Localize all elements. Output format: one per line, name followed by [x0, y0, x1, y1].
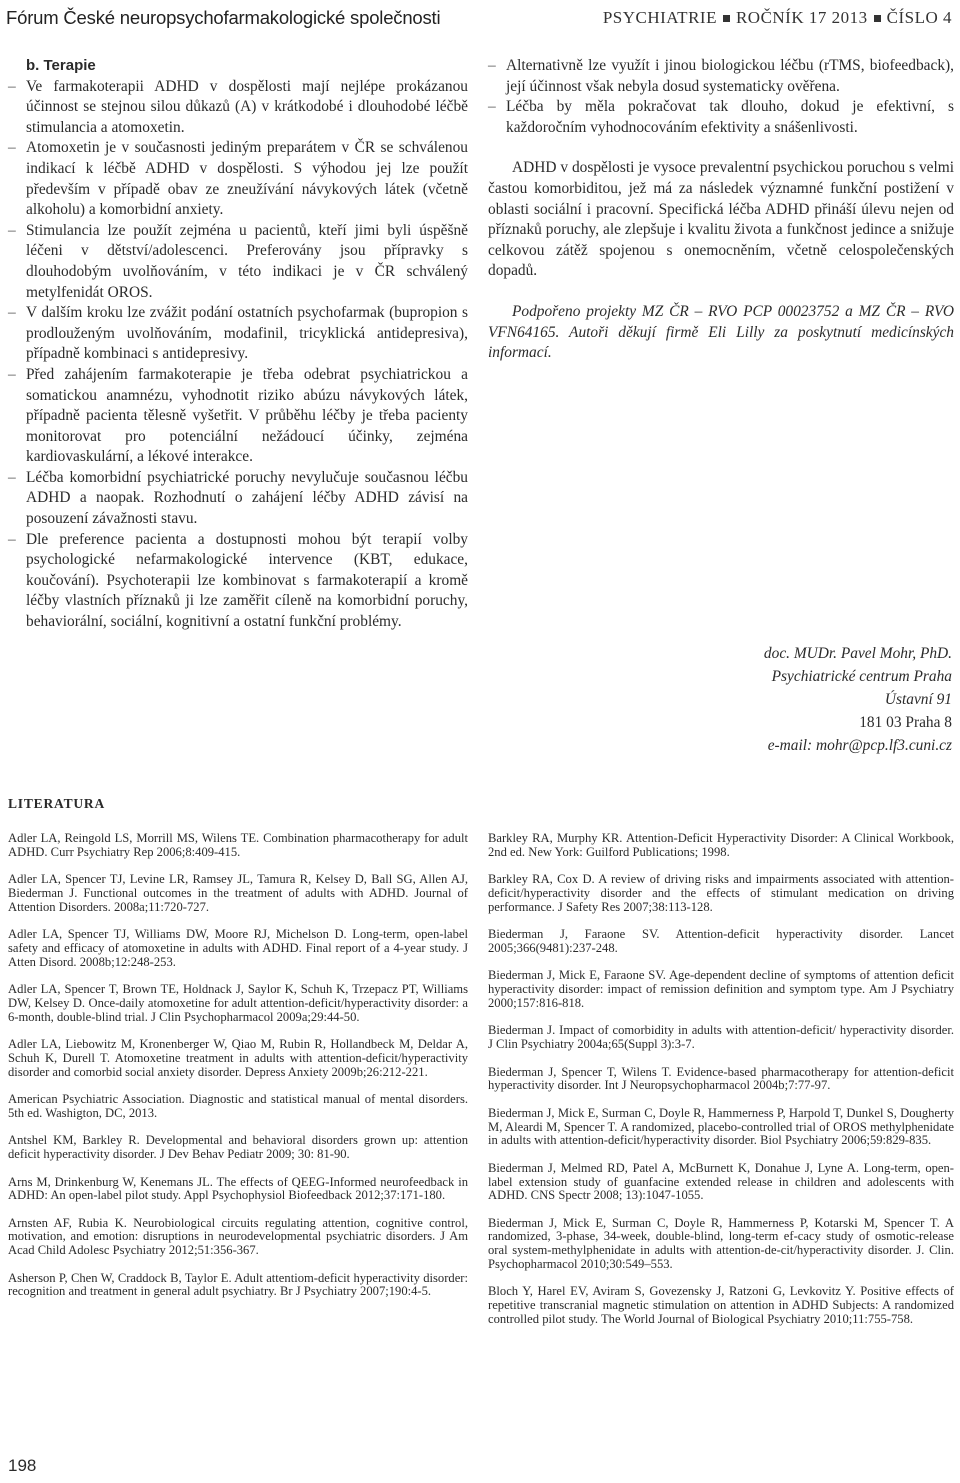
reference-item: Asherson P, Chen W, Craddock B, Taylor E. Adult attentiom-deficit hyperactivity disorder: recognition and treatment in general adult psychiatry. Br J Psychiatry 2007;190:4-5.: [8, 1270, 468, 1299]
reference-item: American Psychiatric Association. Diagnostic and statistical manual of mental disorders. 5th ed. Washigton, DC, 2013.: [8, 1092, 468, 1120]
conclusion-paragraph: ADHD v dospělosti je vysoce prevalentní psychickou poruchou s velmi častou komorbiditou, jež má za následek významné funkční postižení v oblasti sociální i pracovní. Specifická léčba ADHD přináší úlevu nejen od příznaků poruchy, ale zlepšuje i kvalitu života a funkčnost jedince a snižuje celkovou zátěž spojenou s onemocněním, včetně celospolečenských dopadů.: [488, 159, 954, 280]
reference-item: Biederman J. Impact of comorbidity in adults with attention-deficit/ hyperactivity disorder. J Clin Psychiatry 2004a;65(Suppl 3):3-7.: [488, 1023, 954, 1052]
square-bullet-icon: [723, 15, 730, 22]
references-right-column: [488, 832, 954, 1340]
section-subheading: b. Terapie: [26, 57, 96, 74]
list-item: – Atomoxetin je v současnosti jediným preparátem v ČR se schválenou indikací k léčbě ADHD v dospělosti. S výhodou jej lze použít především v případě obav ze zneužívání návykových látek (včetně alkoholu) a komorbidní anxiety.: [8, 138, 468, 220]
square-bullet-icon: [874, 15, 881, 22]
reference-item: Arns M, Drinkenburg W, Kenemans JL. The effects of QEEG-Informed neurofeedback in ADHD: An open-label pilot study. Appl Psychophysiol Biofeedback 2012;37:171-180.: [8, 1174, 468, 1203]
journal-year: 2013: [831, 8, 868, 27]
list-item: – Ve farmakoterapii ADHD v dospělosti mají nejlépe prokázanou účinnost se stejnou silou důkazů (A) v krátkodobé i dlouhodobé léčbě stimulancia a atomoxetin.: [8, 77, 468, 139]
reference-item: Antshel KM, Barkley R. Developmental and behavioral disorders grown up: attention deficit hyperactivity disorder. J Dev Behav Pediatr 2009; 30: 81-90.: [8, 1133, 468, 1162]
literature-heading: LITERATURA: [8, 796, 106, 811]
reference-item: Biederman J, Faraone SV. Attention-deficit hyperactivity disorder. Lancet 2005;366(9481):237-248.: [488, 927, 954, 955]
page-number: 198: [8, 1456, 37, 1475]
running-header-society: Fórum České neuropsychofarmakologické společnosti: [6, 7, 441, 28]
reference-item: Biederman J, Mick E, Surman C, Doyle R, Hammerness P, Kotarski M, Spencer T. A randomized, 3-phase, 34-week, double-blind, long-term ef-cacy study of osmotic-release oral system-methylphenidate in adults with attention-de-cit/hyperactivity disorder. J. Clin. Psychopharmacol 2010;30:549–553.: [488, 1215, 954, 1272]
reference-item: Adler LA, Reingold LS, Morrill MS, Wilens TE. Combination pharmacotherapy for adult ADHD. Curr Psychiatry Rep 2006;8:409-415.: [8, 831, 468, 859]
therapy-list: [8, 77, 468, 633]
list-item: – V dalším kroku lze zvážit podání ostatních psychofarmak (bupropion s prodlouženým uvolňováním, modafinil, tricyklická antidepresiva), případně kombinaci s antidepresivy.: [8, 303, 468, 365]
body-column-left: [8, 56, 468, 633]
author-name: doc. MUDr. Pavel Mohr, PhD.: [763, 645, 952, 662]
reference-item: Adler LA, Spencer T, Brown TE, Holdnack J, Saylor K, Schuh K, Trzepacz PT, Williams DW, Kelsey D. Once-daily atomoxetine for adult attention-deficit/hyperactivity disorder: a 6-month, double-blind trial. J Clin Psychopharmacol 2009a;29:44-50.: [8, 982, 468, 1024]
references-left-column: [8, 832, 468, 1313]
reference-item: Barkley RA, Cox D. A review of driving risks and impairments associated with attention-deficit/hyperactivity disorder and the effects of stimulant medication on driving performance. J Safety Res 2007;38:113-128.: [488, 872, 954, 914]
author-email[interactable]: e-mail: mohr@pcp.lf3.cuni.cz: [767, 737, 952, 754]
author-street: Ústavní 91: [884, 691, 952, 708]
author-contact: [652, 642, 952, 757]
running-header-journal-info: [603, 4, 952, 32]
list-item: – Dle preference pacienta a dostupnosti mohou být terapií volby psychologické nefarmakologické intervence (KBT, edukace, koučování). Psychoterapii lze kombinovat s farmakoterapií a kromě léčby vlastních příznaků ji lze zaměřit cíleně na komorbidní poruchy, behaviorální, sociální, kognitivní a ostatní funkční problémy.: [8, 530, 468, 633]
acknowledgement: Podpořeno projekty MZ ČR – RVO PCP 00023752 a MZ ČR – RVO VFN64165. Autoři děkují firmě Eli Lilly za poskytnutí medicínských informací.: [488, 302, 954, 362]
journal-name: PSYCHIATRIE: [602, 8, 717, 27]
list-item: – Stimulancia lze použít zejména u pacientů, kteří jimi byli úspěšně léčeni v dětství/adolescenci. Preferovány jsou přípravky s dlouhodobým uvolňováním, v této indikaci je v ČR schválený metylfenidát OROS.: [8, 221, 468, 303]
author-city: 181 03 Praha 8: [859, 714, 952, 731]
reference-item: Biederman J, Mick E, Faraone SV. Age-dependent decline of symptoms of attention deficit hyperactivity disorder: impact of remission definition and symptom type. Am J Psychiatry 2000;157:816-818.: [488, 968, 954, 1010]
list-item: – Před zahájením farmakoterapie je třeba odebrat psychiatrickou a somatickou anamnézu, vyhodnotit riziko abúzu návykových látek, případně pacienta tělesně vyšetřit. V průběhu léčby je třeba pacienty monitorovat pro potenciální nežádoucí účinky, zejména kardiovaskulární, a lékové interakce.: [8, 365, 468, 468]
reference-item: Bloch Y, Harel EV, Aviram S, Govezensky J, Ratzoni G, Levkovitz Y. Positive effects of repetitive transcranial magnetic stimulation on attention in ADHD Subjects: A randomized controlled pilot study. The World Journal of Biological Psychiatry 2010;11:755-758.: [488, 1284, 954, 1327]
journal-issue: ČÍSLO 4: [886, 8, 952, 27]
therapy-list-continued: [488, 56, 954, 138]
body-column-right: [488, 56, 954, 364]
reference-item: Barkley RA, Murphy KR. Attention-Deficit Hyperactivity Disorder: A Clinical Workbook, 2nd ed. New York: Guilford Publications; 1998.: [488, 831, 954, 859]
list-item: – Alternativně lze využít i jinou biologickou léčbu (rTMS, biofeedback), její účinnost však nebyla dosud systematicky ověřena.: [488, 56, 954, 97]
reference-item: Biederman J, Mick E, Surman C, Doyle R, Hammerness P, Harpold T, Dunkel S, Dougherty M, Aleardi M, Spencer T. A randomized, placebo-controlled trial of OROS methylphenidate in adults with attention-deficit/hyperactivity disorder. Biol Psychiatry 2006;59:829-835.: [488, 1105, 954, 1148]
list-item: – Léčba by měla pokračovat tak dlouho, dokud je efektivní, s každoročním vyhodnocováním efektivity a snášenlivosti.: [488, 97, 954, 138]
reference-item: Adler LA, Spencer TJ, Williams DW, Moore RJ, Michelson D. Long-term, open-label safety and efficacy of atomoxetine in adults with ADHD. Final report of a 4-year study. J Atten Disord. 2008b;12:248-253.: [8, 927, 468, 969]
journal-volume: ROČNÍK 17: [735, 8, 827, 27]
author-institution: Psychiatrické centrum Praha: [771, 668, 952, 685]
reference-item: Biederman J, Melmed RD, Patel A, McBurnett K, Donahue J, Lyne A. Long-term, open-label extension study of guanfacine extended release in children and adolescents with ADHD. CNS Spectr 2008; 13):1047-1055.: [488, 1160, 954, 1203]
reference-item: Biederman J, Spencer T, Wilens T. Evidence-based pharmacotherapy for attention-deficit hyperactivity disorder. Int J Neuropsychopharmacol 2004b;7:77-97.: [488, 1064, 954, 1093]
list-item: – Léčba komorbidní psychiatrické poruchy nevylučuje současnou léčbu ADHD a naopak. Rozhodnutí o zahájení léčby ADHD závisí na posouzení závažnosti stavu.: [8, 468, 468, 530]
reference-item: Adler LA, Liebowitz M, Kronenberger W, Qiao M, Rubin R, Hollandbeck M, Deldar A, Schuh K, Durell T. Atomoxetine treatment in adults with attention-deficit/hyperactivity disorder and comorbid social anxiety disorder. Depress Anxiety 2009b;26:212-221.: [8, 1037, 468, 1079]
reference-item: Arnsten AF, Rubia K. Neurobiological circuits regulating attention, cognitive control, motivation, and emotion: disruptions in neurodevelopmental psychiatric disorders. J Am Acad Child Adolesc Psychiatry 2012;51:356-367.: [8, 1215, 468, 1258]
reference-item: Adler LA, Spencer TJ, Levine LR, Ramsey JL, Tamura R, Kelsey D, Ball SG, Allen AJ, Biederman J. Functional outcomes in the treatment of adults with ADHD. Journal of Attention Disorders. 2008a;11:720-727.: [8, 872, 468, 914]
